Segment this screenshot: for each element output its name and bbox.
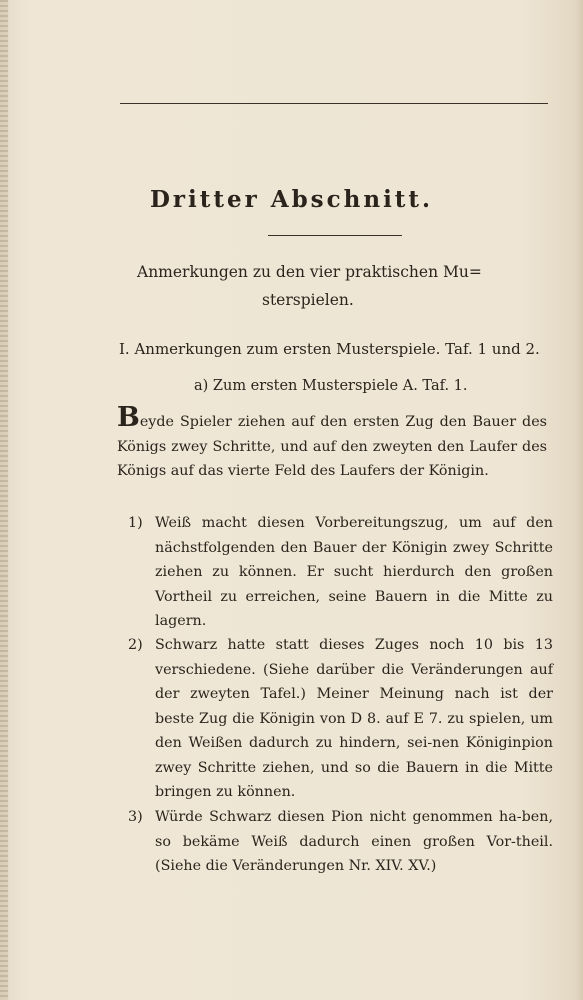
note-number: 3) bbox=[128, 809, 143, 825]
note-text: Weiß macht diesen Vorbereitungszug, um auf den nächstfolgenden den Bauer der Königin zwey Schritte ziehen zu können. Er sucht hierdurch den großen Vortheil zu erreichen, seine Bauern in die Mitte zu lagern. bbox=[155, 515, 553, 629]
page-left-edge bbox=[0, 0, 8, 1000]
subtitle-line-2: sterspielen. bbox=[262, 291, 354, 309]
intro-text: eyde Spieler ziehen auf den ersten Zug den Bauer des Königs zwey Schritte, und auf den zweyten den Laufer des Königs auf das vierte Feld des Laufers der Königin. bbox=[117, 414, 547, 479]
numbered-note bbox=[128, 633, 553, 805]
numbered-note bbox=[128, 805, 553, 879]
note-text: Würde Schwarz diesen Pion nicht genommen ha-ben, so bekäme Weiß dadurch einen großen Vor-theil. (Siehe die Veränderungen Nr. XIV. XV.) bbox=[155, 809, 553, 874]
note-number: 2) bbox=[128, 637, 143, 653]
intro-paragraph bbox=[117, 402, 547, 484]
heading-rule bbox=[268, 235, 402, 236]
section-heading: I. Anmerkungen zum ersten Musterspiele. Taf. 1 und 2. bbox=[119, 340, 540, 358]
note-text: Schwarz hatte statt dieses Zuges noch 10 bis 13 verschiedene. (Siehe darüber die Veränderungen auf der zweyten Tafel.) Meiner Meinung nach ist der beste Zug die Königin von D 8. auf E 7. zu spielen, um den Weißen dadurch zu hindern, sei-nen Königinpion zwey Schritte ziehen, und so die Bauern in die Mitte bringen zu können. bbox=[155, 637, 553, 800]
chapter-heading: Dritter Abschnitt. bbox=[149, 186, 434, 213]
drop-initial: B bbox=[117, 402, 140, 433]
top-rule bbox=[120, 103, 548, 104]
subtitle-line-1: Anmerkungen zu den vier praktischen Mu= bbox=[137, 263, 482, 281]
numbered-note bbox=[128, 511, 553, 634]
note-number: 1) bbox=[128, 515, 143, 531]
chapter-subtitle bbox=[137, 258, 557, 314]
subsection-heading: a) Zum ersten Musterspiele A. Taf. 1. bbox=[194, 378, 468, 394]
